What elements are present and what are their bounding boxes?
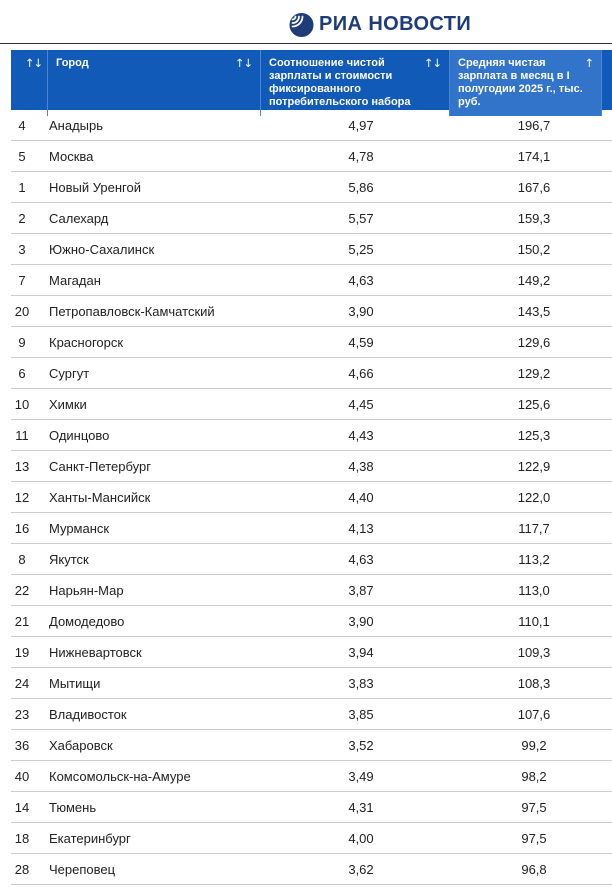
salary-cell: 113,2	[518, 551, 550, 567]
table-row[interactable]	[11, 389, 612, 420]
ratio-cell: 3,83	[348, 675, 374, 691]
ratio-cell: 3,52	[348, 737, 374, 753]
city-cell: Череповец	[49, 861, 116, 877]
table-row[interactable]	[11, 296, 612, 327]
ratio-cell: 4,63	[348, 551, 374, 567]
salary-cell: 117,7	[518, 520, 550, 536]
ratio-cell: 4,66	[348, 365, 374, 381]
rank-cell: 40	[14, 768, 30, 784]
salary-cell: 125,3	[517, 427, 551, 443]
city-cell: Екатеринбург	[49, 830, 131, 846]
table-row[interactable]	[11, 420, 612, 451]
ratio-cell: 4,59	[348, 334, 374, 350]
city-cell: Южно-Сахалинск	[49, 241, 155, 257]
table-row[interactable]	[11, 637, 612, 668]
city-cell: Хабаровск	[49, 737, 113, 753]
column-header-ratio-label: Соотношение чистой зарплаты и стоимости фиксированного потребительского набора	[269, 57, 411, 108]
city-cell: Комсомольск-на-Амуре	[49, 768, 191, 784]
rank-cell: 3	[18, 241, 26, 257]
salary-cell: 143,5	[517, 303, 551, 319]
salary-cell: 129,6	[517, 334, 551, 350]
ratio-cell: 4,31	[348, 799, 374, 815]
rank-cell: 5	[18, 148, 26, 164]
salary-cell: 107,6	[517, 706, 551, 722]
logo-text: РИА НОВОСТИ	[319, 13, 472, 35]
column-header-ratio[interactable]	[260, 50, 449, 116]
salary-cell: 108,3	[517, 675, 551, 691]
city-cell: Сургут	[49, 365, 90, 381]
sort-arrow-up-icon[interactable]: ↑	[584, 56, 593, 70]
table-header-row	[11, 50, 612, 110]
city-cell: Красногорск	[49, 334, 124, 350]
table-row[interactable]	[11, 761, 612, 792]
ratio-cell: 4,78	[348, 148, 374, 164]
ratio-cell: 3,49	[348, 768, 374, 784]
rank-cell: 6	[18, 365, 26, 381]
salary-cell: 174,1	[517, 148, 551, 164]
rank-cell: 36	[14, 737, 30, 753]
rank-cell: 13	[14, 458, 30, 474]
rank-cell: 9	[18, 334, 26, 350]
rank-cell: 10	[14, 396, 30, 412]
ratio-cell: 3,85	[348, 706, 374, 722]
column-header-salary[interactable]	[449, 50, 601, 116]
rank-cell: 12	[14, 489, 30, 505]
city-cell: Санкт-Петербург	[49, 458, 151, 474]
rank-cell: 19	[14, 644, 30, 660]
city-cell: Тюмень	[49, 799, 97, 815]
salary-cell: 122,0	[517, 489, 551, 505]
city-cell: Нарьян-Мар	[49, 582, 124, 598]
sort-arrows-icon[interactable]: ↑↓	[423, 56, 441, 70]
table-row[interactable]	[11, 203, 612, 234]
table-row[interactable]	[11, 265, 612, 296]
ratio-cell: 5,86	[348, 179, 374, 195]
column-header-extra-clipped[interactable]	[601, 50, 612, 116]
ratio-cell: 4,97	[348, 117, 374, 133]
rank-cell: 23	[14, 706, 30, 722]
ratio-cell: 5,57	[348, 210, 374, 226]
rank-cell: 11	[15, 427, 29, 443]
salary-cell: 167,6	[517, 179, 551, 195]
salary-cell: 159,3	[517, 210, 551, 226]
table-row[interactable]	[11, 544, 612, 575]
sort-arrows-icon[interactable]: ↑↓	[24, 56, 42, 70]
salary-cell: 97,5	[521, 830, 547, 846]
table-row[interactable]	[11, 668, 612, 699]
table-row[interactable]	[11, 730, 612, 761]
table-row[interactable]	[11, 513, 612, 544]
table-row[interactable]	[11, 327, 612, 358]
table-row[interactable]	[11, 606, 612, 637]
salary-cell: 150,2	[517, 241, 551, 257]
city-cell: Мурманск	[49, 520, 110, 536]
rank-cell: 2	[18, 210, 26, 226]
ratio-cell: 4,45	[348, 396, 374, 412]
table-row[interactable]	[11, 575, 612, 606]
salary-cell: 96,8	[521, 861, 547, 877]
table-row[interactable]	[11, 141, 612, 172]
cities-salary-table	[11, 50, 612, 885]
table-row[interactable]	[11, 823, 612, 854]
sort-arrows-icon[interactable]: ↑↓	[234, 56, 252, 70]
ratio-cell: 4,00	[348, 830, 374, 846]
column-header-city[interactable]	[47, 50, 260, 116]
ratio-cell: 4,43	[348, 427, 374, 443]
city-cell: Одинцово	[49, 427, 110, 443]
city-cell: Петропавловск-Камчатский	[49, 303, 215, 319]
salary-cell: 99,2	[521, 737, 547, 753]
city-cell: Владивосток	[49, 706, 127, 722]
table-row[interactable]	[11, 699, 612, 730]
table-row[interactable]	[11, 358, 612, 389]
rank-cell: 14	[14, 799, 30, 815]
column-header-salary-label: Средняя чистая зарплата в месяц в I полугодии 2025 г., тыс. руб.	[458, 57, 583, 108]
city-cell: Москва	[49, 148, 94, 164]
city-cell: Ханты-Мансийск	[49, 489, 151, 505]
city-cell: Анадырь	[49, 117, 104, 133]
rank-cell: 28	[14, 861, 30, 877]
city-cell: Якутск	[49, 551, 89, 567]
ratio-cell: 3,62	[348, 861, 374, 877]
ratio-cell: 3,94	[348, 644, 374, 660]
table-row[interactable]	[11, 854, 612, 885]
city-cell: Домодедово	[49, 613, 125, 629]
city-cell: Мытищи	[49, 675, 101, 691]
rank-cell: 20	[14, 303, 30, 319]
salary-cell: 97,5	[521, 799, 547, 815]
rank-cell: 18	[14, 830, 30, 846]
salary-cell: 129,2	[517, 365, 551, 381]
ratio-cell: 4,63	[348, 272, 374, 288]
column-header-rank[interactable]	[11, 50, 47, 116]
table-row[interactable]	[11, 172, 612, 203]
table-row[interactable]	[11, 482, 612, 513]
city-cell: Нижневартовск	[49, 644, 142, 660]
rank-cell: 4	[18, 117, 26, 133]
ratio-cell: 4,38	[348, 458, 374, 474]
rank-cell: 22	[14, 582, 30, 598]
city-cell: Новый Уренгой	[49, 179, 142, 195]
salary-cell: 125,6	[517, 396, 551, 412]
table-row[interactable]	[11, 792, 612, 823]
salary-cell: 149,2	[517, 272, 551, 288]
salary-cell: 113,0	[518, 582, 550, 598]
salary-cell: 196,7	[517, 117, 551, 133]
ratio-cell: 4,13	[348, 520, 374, 536]
rank-cell: 7	[18, 272, 26, 288]
rank-cell: 24	[14, 675, 30, 691]
salary-cell: 109,3	[517, 644, 551, 660]
table-row[interactable]	[11, 451, 612, 482]
ratio-cell: 4,40	[348, 489, 374, 505]
city-cell: Химки	[49, 396, 87, 412]
ratio-cell: 3,90	[348, 613, 374, 629]
ria-globe-icon	[288, 11, 315, 38]
rank-cell: 21	[14, 613, 30, 629]
top-bar	[0, 0, 612, 44]
column-header-city-label: Город	[56, 57, 89, 69]
ria-novosti-logo	[288, 11, 471, 38]
city-cell: Салехард	[49, 210, 109, 226]
rank-cell: 1	[18, 179, 26, 195]
ratio-cell: 3,90	[348, 303, 374, 319]
city-cell: Магадан	[49, 272, 101, 288]
salary-cell: 110,1	[518, 613, 550, 629]
ratio-cell: 5,25	[348, 241, 374, 257]
salary-cell: 122,9	[517, 458, 551, 474]
ratio-cell: 3,87	[348, 582, 374, 598]
rank-cell: 8	[18, 551, 26, 567]
salary-cell: 98,2	[521, 768, 547, 784]
table-body	[11, 110, 612, 885]
rank-cell: 16	[14, 520, 30, 536]
table-row[interactable]	[11, 234, 612, 265]
